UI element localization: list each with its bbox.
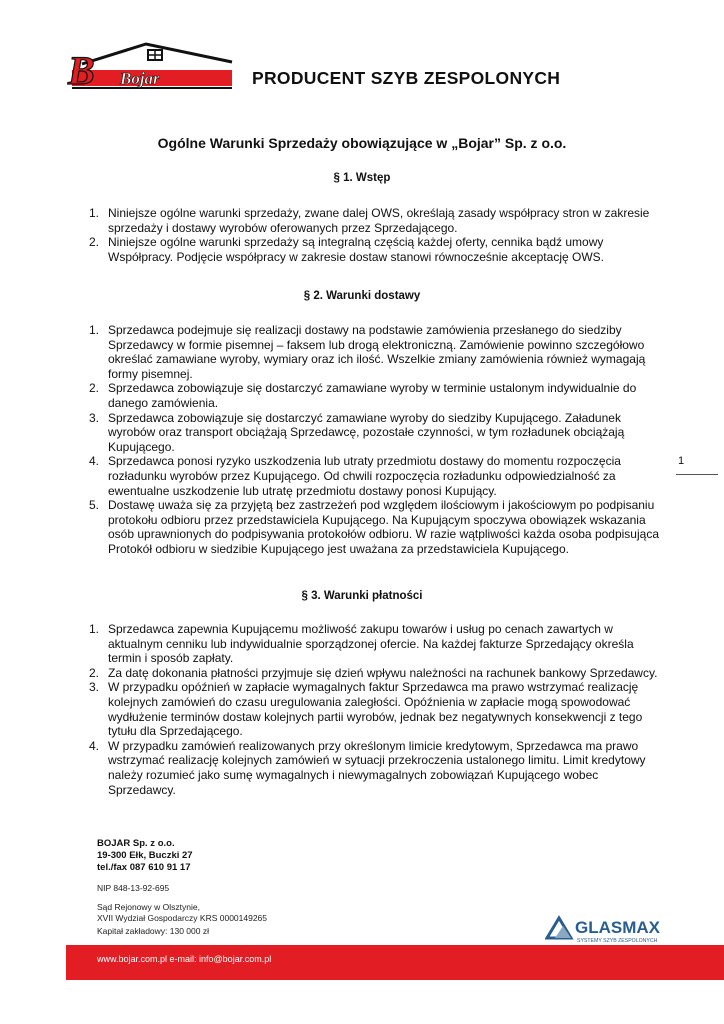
list-item: 2. Za datę dokonania płatności przyjmuje się dzień wpływu należności na rachunek bankowy Sprzedawcy.	[89, 665, 658, 680]
footer-phone: tel./fax 087 610 91 17	[97, 862, 191, 873]
svg-text:Bojar: Bojar	[120, 69, 160, 88]
section-list	[89, 323, 669, 557]
section-list	[89, 206, 669, 264]
list-item: 3. Sprzedawca zobowiązuje się dostarczyć zamawiane wyroby do siedziby Kupującego. Załadunek wyrobów oraz transport obciążają Sprzedawcę, pozostałe czynności, w tym rozładunek obciążają Kupującego.	[89, 410, 625, 454]
bojar-logo	[64, 40, 236, 92]
glasmax-logo	[545, 912, 685, 944]
page-number-rule	[676, 474, 718, 475]
svg-text:B: B	[68, 48, 95, 92]
list-item: 5. Dostawę uważa się za przyjętą bez zastrzeżeń pod względem ilościowym i jakościowym po podpisaniu protokołu odbioru przez przedstawiciela Kupującego. Na Kupującym spoczywa obowiązek wskazania osób uprawnionych do podpisywania protokołów odbioru. W razie wątpliwości każda osoba podpisująca Protokół odbioru w siedzibie Kupującego jest uważana za przedstawiciela Kupującego.	[89, 498, 659, 556]
page-number: 1	[678, 455, 685, 467]
list-item: 1. Niniejsze ogólne warunki sprzedaży, zwane dalej OWS, określają zasady współpracy stron w zakresie sprzedaży i dostawy wyrobów oferowanych przez Sprzedającego.	[89, 206, 650, 235]
footer-court-1: Sąd Rejonowy w Olsztynie,	[97, 902, 200, 912]
section-heading: § 3. Warunki płatności	[301, 590, 423, 602]
svg-text:SYSTEMY SZYB ZESPOLONYCH: SYSTEMY SZYB ZESPOLONYCH	[577, 938, 658, 944]
section-heading: § 2. Warunki dostawy	[303, 290, 421, 302]
list-item: 2. Niniejsze ogólne warunki sprzedaży są integralną częścią każdej oferty, cennika bądź umowy Współpracy. Podjęcie współpracy w zakresie dostaw stanowi równocześnie akceptację OWS.	[89, 235, 604, 264]
footer-capital: Kapitał zakładowy: 130 000 zł	[97, 926, 209, 936]
list-item: 4. W przypadku zamówień realizowanych przy określonym limicie kredytowym, Sprzedawca ma prawo wstrzymać realizację kolejnych zamówień w sytuacji przekroczenia ustalonego limitu. Limit kredytowy należy rozumieć jako sumę wymagalnych i niewymagalnych zobowiązań Kupującego wobec Sprzedawcy.	[89, 738, 646, 797]
list-item: 2. Sprzedawca zobowiązuje się dostarczyć zamawiane wyroby w terminie ustalonym indywidualnie do danego zamówienia.	[89, 381, 637, 410]
footer-address: 19-300 Ełk, Buczki 27	[97, 850, 193, 861]
footer-company: BOJAR Sp. z o.o.	[97, 838, 175, 849]
document-title: Ogólne Warunki Sprzedaży obowiązujące w „Bojar” Sp. z o.o.	[157, 135, 567, 151]
list-item: 3. W przypadku opóźnień w zapłacie wymagalnych faktur Sprzedawca ma prawo wstrzymać realizację kolejnych zamówień do czasu uregulowania zaległości. Opóźnienia w zapłacie mogą spowodować wydłużenie terminów dostaw kolejnych partii wyrobów, jednak bez negatywnych konsekwencji z tego tytułu dla Sprzedającego.	[89, 680, 643, 739]
section-heading: § 1. Wstęp	[333, 172, 391, 184]
list-item: 1. Sprzedawca podejmuje się realizacji dostawy na podstawie zamówienia przesłanego do siedziby Sprzedawcy w formie pisemnej – faksem lub drogą elektroniczną. Zamówienie powinno szczegółowo określać zamawiane wyroby, wymiary oraz ich ilość. Wszelkie zmiany zamówienia również wymagają formy pisemnej.	[89, 323, 646, 381]
list-item: 1. Sprzedawca zapewnia Kupującemu możliwość zakupu towarów i usług po cenach zawartych w aktualnym cenniku lub indywidualnie sporządzonej ofercie. Na każdej fakturze Sprzedający określa termin i sposób zapłaty.	[89, 622, 634, 666]
section-list	[89, 622, 669, 797]
company-tagline: PRODUCENT SZYB ZESPOLONYCH	[252, 68, 561, 88]
footer-court-2: XVII Wydział Gospodarczy KRS 0000149265	[97, 913, 268, 923]
svg-text:GLASMAX: GLASMAX	[575, 918, 660, 937]
footer-contact-links[interactable]: www.bojar.com.pl e-mail: info@bojar.com.pl	[97, 954, 272, 964]
footer-nip: NIP 848-13-92-695	[97, 883, 170, 893]
list-item: 4. Sprzedawca ponosi ryzyko uszkodzenia lub utraty przedmiotu dostawy do momentu rozpoczęcia rozładunku wyrobów przez Kupującego. Od chwili rozpoczęcia rozładunku odpowiedzialność za ewentualne uszkodzenie lub utratę przedmiotu dostawy ponosi Kupujący.	[89, 454, 621, 498]
